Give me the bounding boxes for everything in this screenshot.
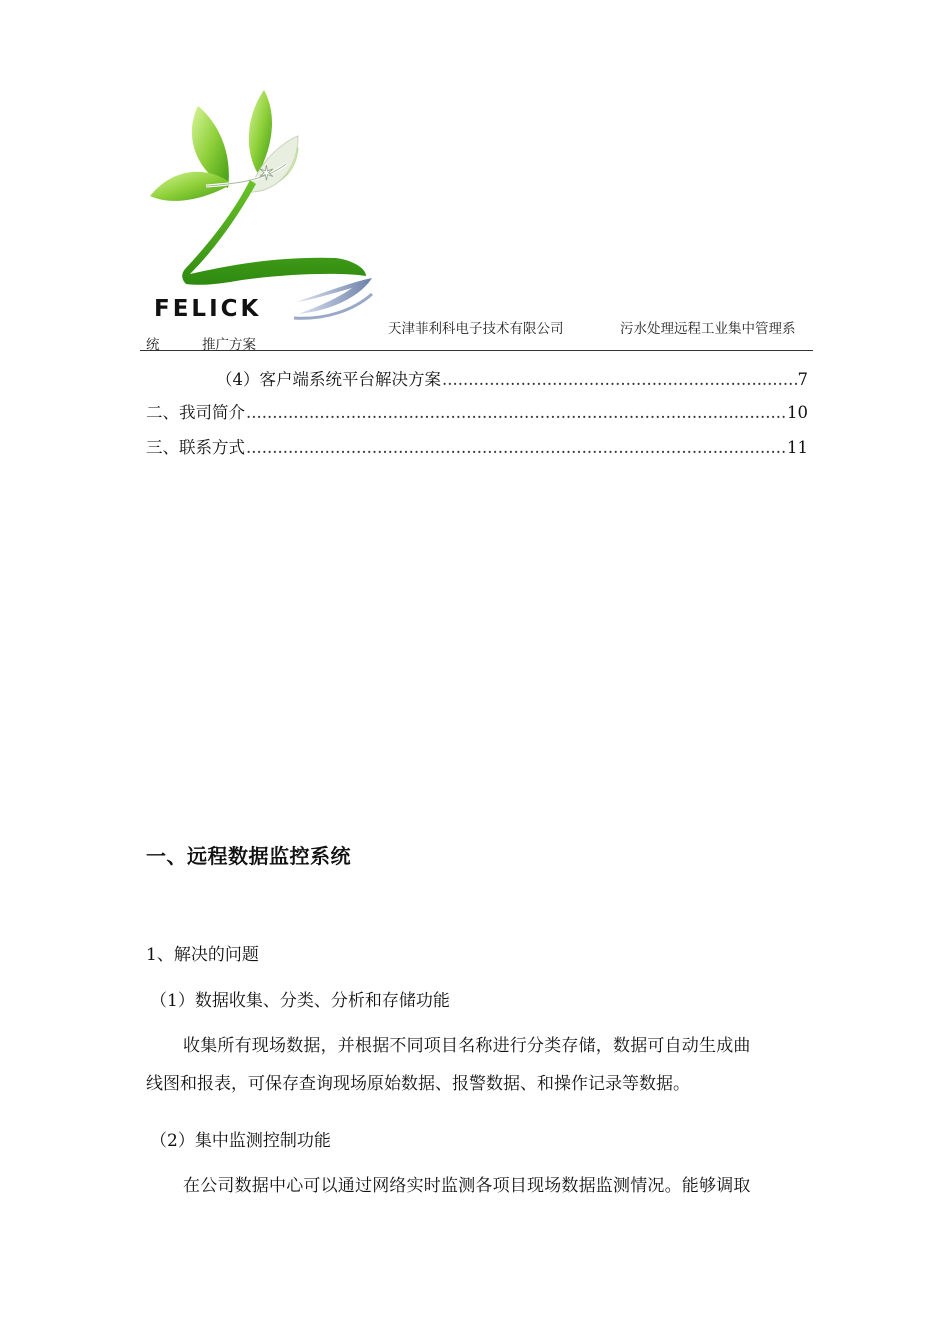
header-company-name: 天津菲利科电子技术有限公司	[388, 321, 564, 337]
toc-leader-dots	[246, 438, 786, 457]
toc-entry-label: 三、联系方式	[146, 438, 245, 457]
subheading: 1、解决的问题	[146, 945, 259, 965]
paragraph-line: 在公司数据中心可以通过网络实时监测各项目现场数据监测情况。能够调取	[183, 1176, 751, 1196]
paragraph-line: 收集所有现场数据，并根据不同项目名称进行分类存储，数据可自动生成曲	[183, 1036, 751, 1056]
header-doc-title-part3: 推广方案	[202, 337, 256, 353]
felick-logo	[146, 88, 378, 326]
section-heading: 一、远程数据监控系统	[146, 844, 351, 868]
header-doc-title-part1: 污水处理远程工业集中管理系	[620, 321, 796, 337]
toc-entry[interactable]	[216, 366, 808, 390]
toc-entry[interactable]	[146, 434, 808, 458]
toc-entry-label: 二、我司简介	[146, 403, 245, 422]
toc-leader-dots	[442, 370, 797, 389]
toc-entry[interactable]	[146, 399, 808, 423]
header-doc-title-part2: 统	[146, 337, 160, 353]
svg-text:✶: ✶	[258, 161, 275, 185]
svg-text:FELICK: FELICK	[154, 296, 262, 322]
toc-entry-page: 10	[787, 403, 808, 422]
toc-entry-label: （4）客户端系统平台解决方案	[216, 370, 441, 389]
item-title: （1）数据收集、分类、分析和存储功能	[150, 991, 450, 1011]
header-divider	[140, 350, 813, 351]
toc-entry-page: 11	[787, 438, 808, 457]
item-title: （2）集中监测控制功能	[150, 1131, 331, 1151]
toc-leader-dots	[246, 403, 786, 422]
toc-entry-page: 7	[797, 370, 808, 389]
paragraph-line: 线图和报表，可保存查询现场原始数据、报警数据、和操作记录等数据。	[146, 1074, 690, 1094]
